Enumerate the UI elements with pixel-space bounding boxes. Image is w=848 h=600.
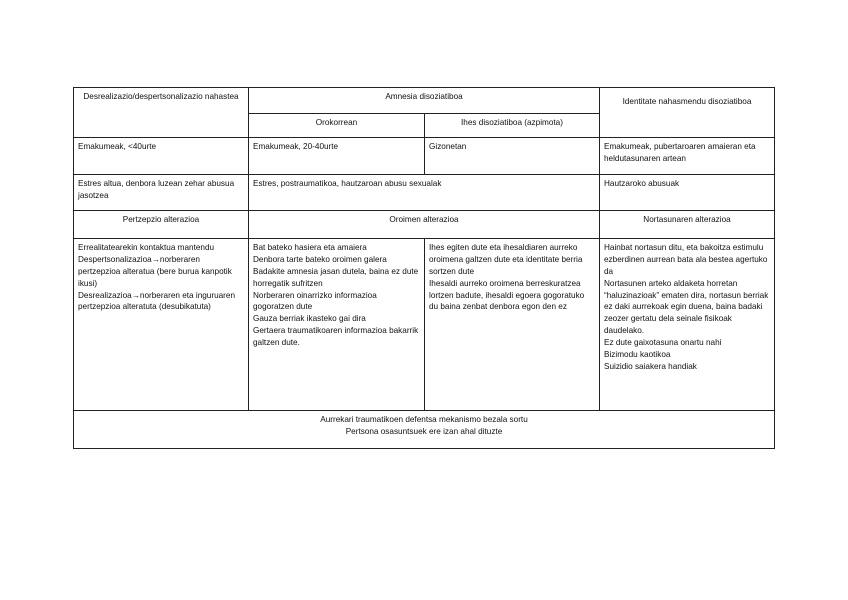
population-row	[74, 138, 775, 175]
footer-row	[74, 411, 775, 449]
details-line: Bizimodu kaotikoa	[604, 350, 671, 360]
subheader-general: Orokorrean	[249, 114, 425, 138]
details-line: Hainbat nortasun ditu, eta bakoitza estimulu ezberdinen aurrean bata ala bestea agertuko da	[604, 243, 768, 276]
cause-identity: Hautzaroko abusuak	[600, 175, 775, 211]
disorders-comparison-table	[73, 87, 775, 449]
details-line: Errealitatearekin kontaktua mantendu	[78, 243, 215, 252]
details-line: Ez dute gaixotasuna onartu nahi	[604, 338, 722, 348]
details-row	[74, 239, 775, 411]
population-identity: Emakumeak, pubertaroaren amaieran eta heldutasunaren artean	[600, 138, 775, 175]
alteration-row	[74, 211, 775, 239]
details-line: Denbora tarte bateko oroimen galera	[253, 254, 387, 264]
details-line: Despertsonalizazioa→norberaren pertzepzioa alteratua (bere burua kanpotik ikusi)	[78, 254, 232, 288]
details-line: Norberaren oinarrizko informazioa gogoratzen dute	[253, 290, 377, 312]
header-dissociative-identity: Identitate nahasmendu disoziatiboa	[600, 88, 775, 138]
details-identity	[600, 239, 775, 411]
header-row	[74, 88, 775, 114]
header-derealization-depersonalization: Desrealizazio/despertsonalizazio nahastea	[74, 88, 249, 138]
details-line: Ihesaldi aurreko oroimena berreskuratzea lortzen badute, ihesaldi egoera gogoratuko du baina zenbat denbora egon den ez	[429, 278, 585, 312]
details-line: Badakite amnesia jasan dutela, baina ez dute horregatik sufritzen	[253, 266, 419, 288]
cause-row	[74, 175, 775, 211]
population-amnesia-fugue: Gizonetan	[425, 138, 600, 175]
details-line: Nortasunen arteko aldaketa horretan “haluzinazioak” ematen dira, nortasun berriak ez daki aurrekoak egin duena, baina badaki zeozer gertatu dela seinale fisikoak daudelako.	[604, 278, 769, 336]
cause-derealization: Estres altua, denbora luzean zehar abusua jasotzea	[74, 175, 249, 211]
alteration-personality: Nortasunaren alterazioa	[600, 211, 775, 239]
population-amnesia-general: Emakumeak, 20-40urte	[249, 138, 425, 175]
alteration-memory: Oroimen alterazioa	[249, 211, 600, 239]
details-line: Bat bateko hasiera eta amaiera	[253, 243, 367, 252]
details-amnesia-fugue	[425, 239, 600, 411]
footer-summary	[74, 411, 775, 449]
subheader-dissociative-fugue: Ihes disoziatiboa (azpimota)	[425, 114, 600, 138]
details-line: Desrealizazioa→norberaren eta inguruaren pertzepzioa alteratuta (desubikatuta)	[78, 290, 236, 312]
details-line: Ihes egiten dute eta ihesaldiaren aurreko oroimena galtzen dute eta identitate berria sortzen dute	[429, 243, 583, 276]
population-derealization: Emakumeak, <40urte	[74, 138, 249, 175]
alteration-perception: Pertzepzio alterazioa	[74, 211, 249, 239]
cause-amnesia: Estres, postraumatikoa, hautzaroan abusu sexualak	[249, 175, 600, 211]
header-dissociative-amnesia: Amnesia disoziatiboa	[249, 88, 600, 114]
details-line: Gauza berriak ikasteko gai dira	[253, 314, 366, 324]
details-line: Suizidio saiakera handiak	[604, 361, 697, 371]
details-derealization	[74, 239, 249, 411]
details-amnesia-general	[249, 239, 425, 411]
footer-line-2: Pertsona osasuntsuek ere izan ahal dituzte	[345, 426, 503, 436]
footer-line-1: Aurrekari traumatikoen defentsa mekanismo bezala sortu	[320, 415, 528, 424]
details-line: Gertaera traumatikoaren informazioa bakarrik galtzen dute.	[253, 326, 419, 348]
